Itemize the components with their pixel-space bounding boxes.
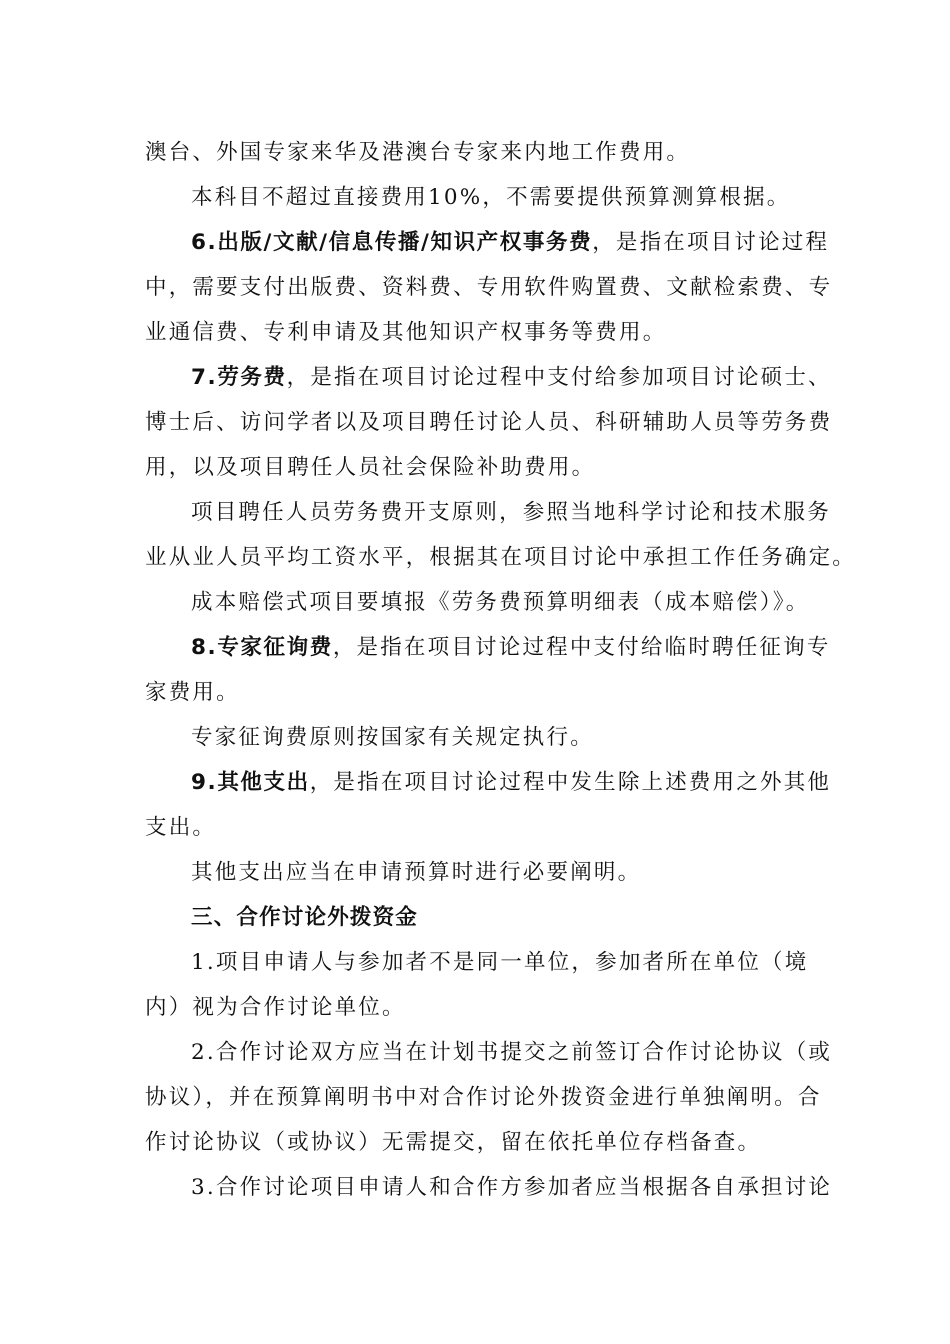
line-text: 支出。 (145, 815, 217, 840)
item-7-heading-line (145, 355, 832, 400)
section-heading (145, 895, 807, 940)
line-text: 中，需要支付出版费、资料费、专用软件购置费、文献检索费、专 (145, 275, 833, 300)
line-text: 项目聘任人员劳务费开支原则，参照当地科学讨论和技术服务 (191, 500, 831, 525)
line-text: 1.项目申请人与参加者不是同一单位，参加者所在单位（境 (191, 950, 809, 975)
section-title: 三、合作讨论外拨资金 (191, 905, 419, 930)
line-text: 业通信费、专利申请及其他知识产权事务等费用。 (145, 320, 667, 345)
paragraph-line (145, 1120, 807, 1165)
item-6-heading-line (145, 220, 830, 265)
line-text: 内）视为合作讨论单位。 (145, 995, 406, 1020)
line-text: 家费用。 (145, 680, 240, 705)
line-text: 协议），并在预算阐明书中对合作讨论外拨资金进行单独阐明。合 (145, 1085, 822, 1110)
paragraph-line (145, 400, 833, 445)
paragraph-line (145, 850, 807, 895)
item-8-heading-line (145, 625, 831, 670)
item-title: 9.其他支出 (191, 770, 310, 795)
item-title: 8.专家征询费 (191, 635, 333, 660)
line-text: 3.合作讨论项目申请人和合作方参加者应当根据各自承担讨论 (191, 1175, 833, 1200)
line-text: ，是指在项目讨论过程中支付给参加项目讨论硕士、 (286, 365, 832, 390)
document-body (145, 130, 857, 1210)
paragraph-line (145, 580, 810, 625)
paragraph-line (145, 670, 807, 715)
item-title: 6.出版/文献/信息传播/知识产权事务费 (191, 230, 593, 255)
item-title: 7.劳务费 (191, 365, 287, 390)
paragraph-line (145, 130, 807, 175)
line-text: 本科目不超过直接费用10%，不需要提供预算测算根据。 (191, 185, 791, 210)
paragraph-line (145, 535, 857, 580)
paragraph-line (145, 1075, 822, 1120)
paragraph-line (145, 805, 807, 850)
line-text: 其他支出应当在申请预算时进行必要阐明。 (191, 860, 642, 885)
item-9-heading-line (145, 760, 832, 805)
paragraph-line (145, 445, 807, 490)
paragraph-line (145, 265, 833, 310)
line-text: 2.合作讨论双方应当在计划书提交之前签订合作讨论协议（或 (191, 1040, 833, 1065)
paragraph-line (145, 1165, 833, 1210)
line-text: ，是指在项目讨论过程中支付给临时聘任征询专 (332, 635, 831, 660)
paragraph-line (145, 310, 807, 355)
paragraph-line (145, 1030, 833, 1075)
line-text: 作讨论协议（或协议）无需提交，留在依托单位存档备查。 (145, 1130, 762, 1155)
line-text: 用，以及项目聘任人员社会保险补助费用。 (145, 455, 596, 480)
paragraph-line (145, 490, 831, 535)
line-text: 成本赔偿式项目要填报《劳务费预算明细表（成本赔偿）》。 (191, 590, 810, 615)
line-text: 澳台、外国专家来华及港澳台专家来内地工作费用。 (145, 140, 691, 165)
paragraph-line (145, 175, 807, 220)
paragraph-line (145, 715, 807, 760)
paragraph-line (145, 985, 807, 1030)
line-text: ，是指在项目讨论过程 (592, 230, 830, 255)
line-text: 业从业人员平均工资水平，根据其在项目讨论中承担工作任务确定。 (145, 545, 857, 570)
line-text: 博士后、访问学者以及项目聘任讨论人员、科研辅助人员等劳务费 (145, 410, 833, 435)
line-text: ，是指在项目讨论过程中发生除上述费用之外其他 (309, 770, 832, 795)
line-text: 专家征询费原则按国家有关规定执行。 (191, 725, 594, 750)
paragraph-line (145, 940, 807, 985)
